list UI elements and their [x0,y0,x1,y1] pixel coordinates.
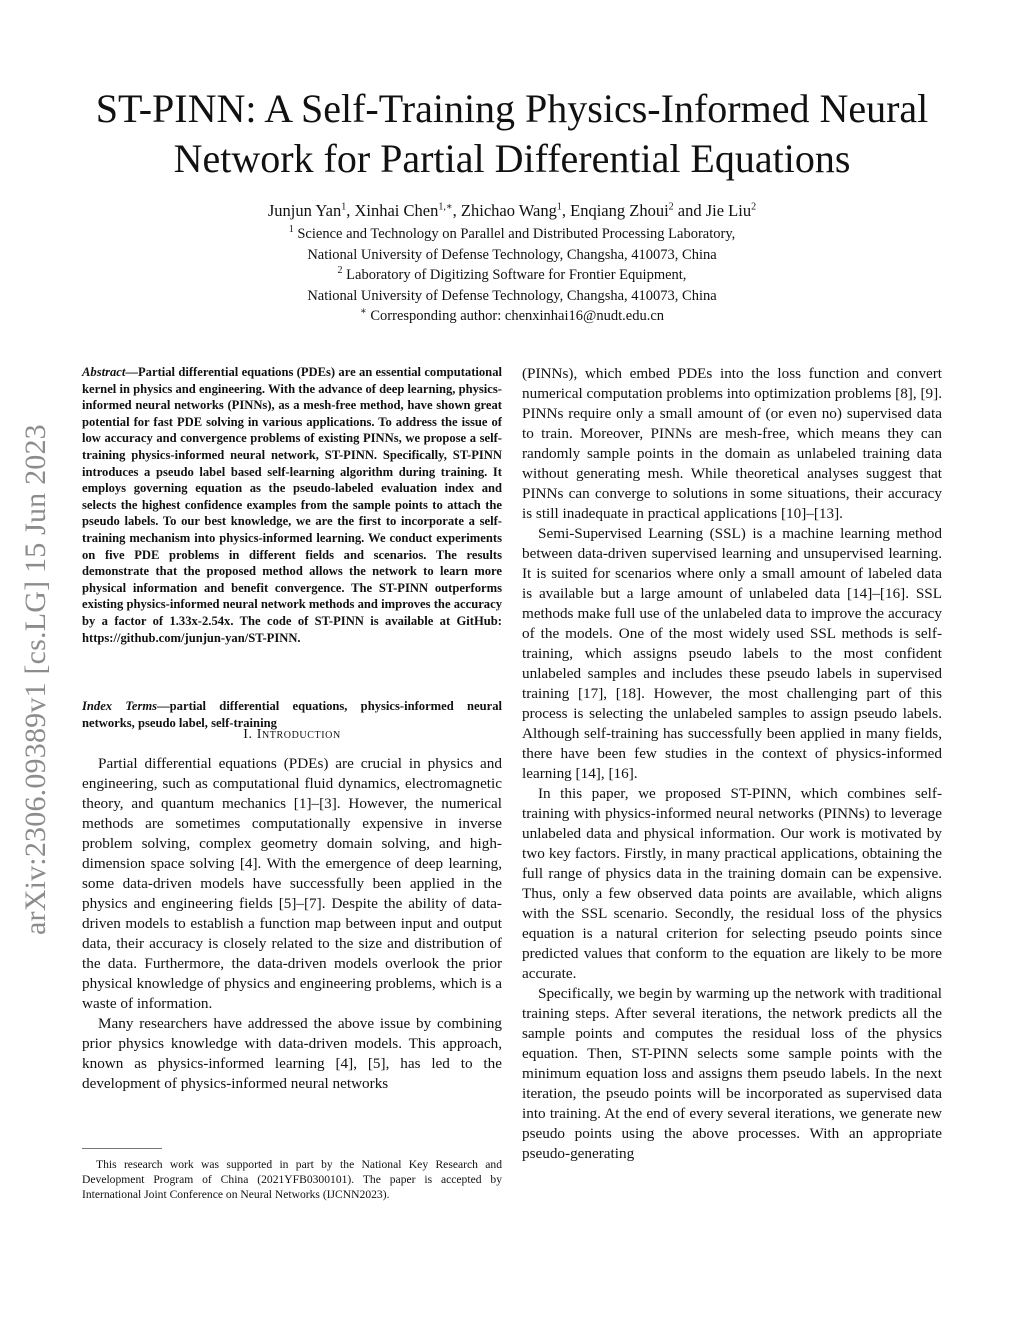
affiliations [112,224,912,327]
corresponding-author-text: Corresponding author: chenxinhai16@nudt.edu.cn [366,308,665,325]
left-column-body [82,754,502,1094]
arxiv-identifier-stamp: arXiv:2306.09389v1 [cs.LG] 15 Jun 2023 [19,424,52,935]
abstract-label: Abstract [82,365,126,379]
author-name: , Enqiang Zhoui [561,201,669,220]
affiliation-text: Laboratory of Digitizing Software for Frontier Equipment, [342,267,687,284]
affiliation-mark: 2 [337,265,343,277]
author-affiliation-mark: 1 [556,201,562,213]
corresponding-mark: ∗ [359,306,367,318]
author-list [112,200,912,222]
affiliation-line [112,265,912,286]
index-terms-label: Index Terms [82,699,158,713]
body-paragraph: Many researchers have addressed the above issue by combining prior physics knowledge with data-driven models. This approach, known as physics-informed learning [4], [5], has led to the development of physics-informed neural networks [82,1015,502,1092]
body-paragraph: (PINNs), which embed PDEs into the loss function and convert numerical computation problems into optimization problems [8], [9]. PINNs require only a small amount of (or even no) supervised data to train. Moreover, PINNs are mesh-free, which means they can randomly sample points in the domain as unlabeled training data without generating mesh. While theoretical analyses suggest that PINNs can converge to solutions in some situations, their accuracy is still inadequate in practical applications [10]–[13]. [522,365,942,522]
section-title: Introduction [256,727,341,742]
paper-title [60,84,964,184]
author-name: , Zhichao Wang [452,201,557,220]
affiliation-mark: 1 [288,224,294,236]
author-name: Junjun Yan [267,201,342,220]
author-affiliation-mark: 1 [341,201,347,213]
section-number: I. [243,727,257,742]
author-affiliation-mark: 1,∗ [438,201,453,213]
body-paragraph: In this paper, we proposed ST-PINN, which combines self-training with physics-informed neural networks (PINNs) to leverage unlabeled data and physical information. Our work is motivated by two key factors. Firstly, in many practical applications, obtaining the full range of physics data in the training domain can be expensive. Thus, only a few observed data points are available, which aligns with the SSL scenario. Secondly, the residual loss of the physics equation is a natural criterion for selecting pseudo points since predicted values that conform to the equation are likely to be more accurate. [522,785,942,982]
author-name: and Jie Liu [673,201,752,220]
body-paragraph: Semi-Supervised Learning (SSL) is a machine learning method between data-driven supervised learning and unsupervised learning. It is suited for scenarios where only a small amount of labeled data is available but a large amount of unlabeled data [14]–[16]. SSL methods make full use of the unlabeled data to improve the accuracy of the models. One of the most widely used SSL methods is self-training, which assigns pseudo labels to the most confident unlabeled samples and includes these pseudo labels in supervised training [17], [18]. However, the most challenging part of this process is selecting the unlabeled samples to assign pseudo labels. Although self-training has successfully been applied in many fields, there have been few studies in the context of physics-informed learning [14], [16]. [522,525,942,782]
affiliation-line: National University of Defense Technology, Changsha, 410073, China [307,287,717,304]
body-paragraph: Partial differential equations (PDEs) are crucial in physics and engineering, such as computational fluid dynamics, electromagnetic theory, and quantum mechanics [1]–[3]. However, the numerical methods are sometimes computationally expensive in inverse problem solving, complex geometry domain solving, and high-dimension space solving [4]. With the emergence of deep learning, some data-driven models have successfully been applied in the physics and engineering fields [5]–[7]. Despite the ability of data-driven models to establish a function map between input and output data, their accuracy is closely related to the size and distribution of the data. Furthermore, the data-driven models overlook the prior physical knowledge of physics and engineering problems, which is a waste of information. [82,755,502,1012]
footnote: This research work was supported in part by the National Key Research and Development Program of China (2021YFB0300101). The paper is accepted by International Joint Conference on Neural Networks (IJCNN2023). [82,1158,502,1201]
author-affiliation-mark: 2 [751,201,757,213]
author-affiliation-mark: 2 [668,201,674,213]
footnote-rule [82,1148,162,1149]
author-name: , Xinhai Chen [346,201,439,220]
affiliation-line [112,224,912,245]
right-column-body [522,364,942,1164]
abstract-text: —Partial differential equations (PDEs) are an essential computational kernel in physics and engineering. With the advance of deep learning, physics-informed neural networks (PINNs), as a mesh-free method, have shown great potential for fast PDE solving in various applications. To address the issue of low accuracy and convergence problems of existing PINNs, we propose a self-training physics-informed neural network, ST-PINN. Specifically, ST-PINN introduces a pseudo label based self-learning algorithm during training. It employs governing equation as the pseudo-labeled evaluation index and selects the highest confidence examples from the sample points to attach the pseudo labels. To our best knowledge, we are the first to incorporate a self-training mechanism into physics-informed learning. We conduct experiments on five PDE problems in different fields and scenarios. The results demonstrate that the proposed method allows the network to learn more physical information and benefit convergence. The ST-PINN outperforms existing physics-informed neural network methods and improves the accuracy by a factor of 1.33x-2.54x. The code of ST-PINN is available at GitHub: https://github.com/junjun-yan/ST-PINN. [82,365,502,645]
index-terms-text: —partial differential equations, physics-informed neural networks, pseudo label, self-training [82,699,502,730]
affiliation-text: Science and Technology on Parallel and Distributed Processing Laboratory, [293,226,736,242]
body-paragraph: Specifically, we begin by warming up the network with traditional training steps. After several iterations, the network predicts all the sample points and computes the residual loss of the physics equation. Then, ST-PINN selects some sample points with the minimum equation loss and assigns them pseudo labels. In the next iteration, the pseudo points will be incorporated as supervised data into training. At the end of every several iterations, we generate new pseudo points using the above processes. With an appropriate pseudo-generating [522,985,942,1162]
abstract [82,364,502,646]
section-heading-introduction [82,726,502,744]
corresponding-author-line [112,306,912,327]
affiliation-line: National University of Defense Technology, Changsha, 410073, China [307,246,717,263]
title-line-2: Network for Partial Differential Equations [173,136,851,181]
title-line-1: ST-PINN: A Self-Training Physics-Informed Neural [95,86,929,131]
